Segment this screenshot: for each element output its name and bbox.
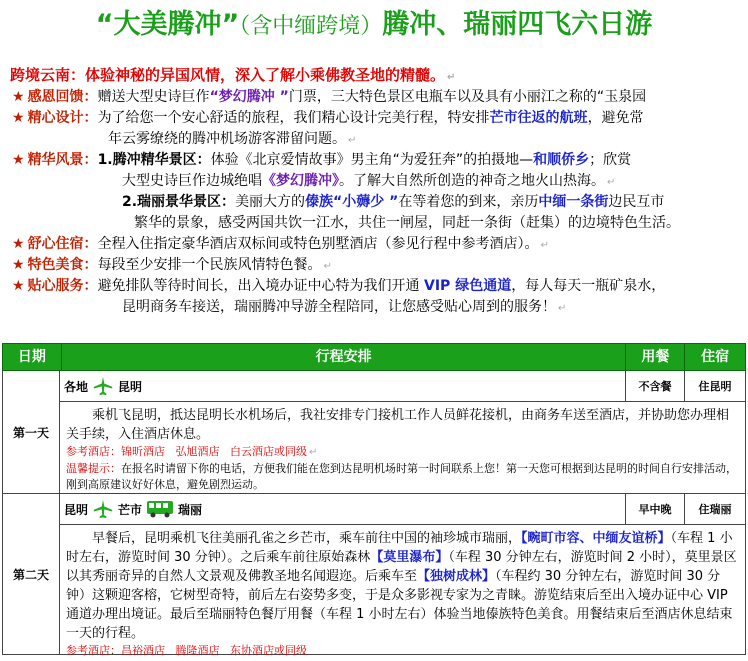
- scenery-heading: 2.瑞丽景华景区：: [122, 194, 236, 210]
- warm-tip: [66, 461, 739, 493]
- attraction: 【独树成林】: [417, 569, 496, 584]
- feature-label: 精华风景：: [27, 152, 98, 168]
- header-schedule: 行程安排: [62, 344, 627, 370]
- star-icon: ★: [12, 89, 25, 105]
- hotel-cell: 住瑞丽: [698, 503, 732, 516]
- bus-icon: [146, 500, 174, 518]
- scenery-heading: 1.腾冲精华景区：: [97, 152, 211, 168]
- feature-gift: [12, 87, 748, 108]
- star-icon: ★: [12, 236, 25, 252]
- route-from: 昆明: [64, 502, 89, 517]
- feature-text: 在等着您的到来，亲历: [398, 194, 539, 210]
- desc-part: 早餐后，昆明乘机飞往美丽孔雀之乡芒市，乘车前往中国的袖珍城市瑞丽，: [92, 531, 522, 546]
- feature-text: 赠送大型史诗巨作: [97, 89, 210, 105]
- day-row-2: [2, 494, 746, 655]
- star-icon: ★: [12, 257, 25, 273]
- subtitle-text: 跨境云南：体验神秘的异国风情，深入了解小乘佛教圣地的精髓。: [10, 66, 446, 84]
- ref-label: 参考酒店：: [66, 445, 121, 458]
- day-body: [60, 494, 745, 657]
- feature-text: 昆明商务车接送，瑞丽腾冲导游全程陪同，让您感受贴心周到的服务！: [122, 299, 556, 315]
- hotel-cell: 住昆明: [698, 380, 732, 393]
- feature-highlight: VIP 绿色通道: [424, 278, 512, 294]
- meal-cell: 早中晚: [626, 494, 685, 524]
- route-bar: [60, 371, 745, 402]
- ref-hotel: 腾隆酒店: [175, 644, 220, 657]
- feature-highlight: 芒市往返的航班: [489, 110, 588, 126]
- ref-hotel: 弘旭酒店: [175, 445, 220, 458]
- airplane-icon: [92, 376, 114, 396]
- star-icon: ★: [12, 278, 25, 294]
- day-row-1: [2, 371, 746, 494]
- route-bar: [60, 494, 745, 525]
- ref-label: 参考酒店：: [66, 644, 121, 657]
- feature-scenery-l3: [122, 192, 748, 213]
- route-to: 昆明: [118, 379, 143, 394]
- feature-text: 避免排队等待时间长，出入境办证中心特为我们开通: [97, 278, 425, 294]
- feature-text: 年云雾缭绕的腾冲机场游客滞留问题。: [108, 131, 346, 147]
- page-title: [0, 2, 748, 41]
- title-rest: 腾冲、瑞丽四飞六日游: [382, 9, 653, 40]
- header-meal: 用餐: [626, 344, 685, 370]
- feature-text: 体验《北京爱情故事》男主角“为爱狂奔”的拍摄地—: [210, 152, 534, 168]
- reference-hotels: 参考酒店：锦昕酒店 弘旭酒店 白云酒店或同级 ↵: [66, 445, 318, 458]
- feature-highlight: 和顺侨乡: [533, 152, 590, 168]
- feature-text: 大型史诗巨作边城绝唱: [122, 173, 262, 189]
- attraction: 【畹町市容、中缅友谊桥】: [521, 531, 671, 546]
- feature-text: 美丽大方的: [235, 194, 306, 210]
- feature-food: ★ 特色美食：每段至少安排一个民族风情特色餐。 ↵: [12, 257, 332, 273]
- route-to: 瑞丽: [178, 502, 203, 517]
- ref-hotel: 锦昕酒店: [121, 445, 165, 458]
- desc-part: （车程 30 分钟左右，游览时间 2 小时），莫里景区以其秀丽奇异的自然人文景观及佛教圣地名闻遐迩。后乘车至: [66, 550, 737, 584]
- feature-label: 舒心住宿：: [27, 236, 98, 252]
- star-icon: ★: [12, 152, 25, 168]
- itinerary-table: [2, 343, 746, 655]
- title-paren: （含中缅跨境）: [239, 14, 383, 39]
- feature-highlight: 傣族“小薅少 ”: [305, 194, 399, 210]
- airplane-icon: [92, 499, 114, 519]
- feature-text: ；欣赏: [589, 152, 632, 168]
- desc-part: （车程约 30 分钟左右，游览时间 30 分钟）这颗迎客榕，它树型奇特，前后左右姿势多变，于是众多影视专家为之青睐。游览结束后至出入境办证中心 VIP 通道办理出境证。最后至瑞丽特色餐厅用餐（车程 1 小时左右）体验当地傣族特色美食。用餐结束后至酒店休息结束一天的行程。: [66, 569, 733, 641]
- desc-text: [66, 529, 739, 643]
- reference-hotels: [66, 643, 739, 659]
- header-hotel: 住宿: [701, 349, 730, 365]
- ref-hotel: 白云酒店或同级: [230, 445, 307, 458]
- attraction: 【莫里瀑布】: [370, 550, 449, 565]
- meal-cell: 不含餐: [626, 371, 685, 401]
- day-body: [60, 371, 745, 493]
- feature-text: 门票，三大特色景区电瓶车以及具有小丽江之称的“玉泉园: [288, 89, 647, 105]
- feature-scenery-l4: [134, 213, 748, 234]
- subtitle: 跨境云南：体验神秘的异国风情，深入了解小乘佛教圣地的精髓。 ↵: [10, 66, 456, 84]
- route: [60, 494, 626, 524]
- feature-text: 。了解大自然所创造的神奇之地火山热海。: [339, 173, 605, 189]
- feature-scenery: [12, 150, 748, 171]
- feature-design-cont: 年云雾缭绕的腾冲机场游客滞留问题。 ↵: [108, 131, 357, 147]
- route-from: 各地: [64, 379, 89, 394]
- feature-text: 全程入住指定豪华酒店双标间或特色别墅酒店（参见行程中参考酒店）。: [97, 236, 539, 252]
- desc-text: 乘机飞昆明，抵达昆明长水机场后，我社安排专门接机工作人员鲜花接机，由商务车送至酒店，并协助您办理相关手续，入住酒店休息。: [66, 408, 730, 442]
- feature-label: 感恩回馈：: [27, 89, 98, 105]
- table-header: [2, 343, 746, 371]
- ref-hotel: 东协酒店或同级: [230, 644, 307, 657]
- feature-service-cont: 昆明商务车接送，瑞丽腾冲导游全程陪同，让您感受贴心周到的服务！ ↵: [122, 299, 567, 315]
- day-label: 第一天: [3, 371, 60, 493]
- feature-label: 贴心服务：: [27, 278, 98, 294]
- feature-text: 每段至少安排一个民族风情特色餐。: [97, 257, 322, 273]
- feature-scenery-l2: 大型史诗巨作边城绝唱《梦幻腾冲》。了解大自然所创造的神奇之地火山热海。 ↵: [122, 173, 616, 189]
- day-description: [60, 525, 745, 661]
- day-description: [60, 402, 745, 495]
- route-mid: 芒市: [118, 502, 143, 517]
- feature-text: 为了给您一个安心舒适的旅程，我们精心设计完美行程，特安排: [97, 110, 490, 126]
- route: [60, 371, 626, 401]
- feature-text: 繁华的景象，感受两国共饮一江水，共住一闸屋，同赶一条街（赶集）的边境特色生活。: [134, 215, 680, 231]
- desc-part: （车程 1 小时左右，游览时间 30 分钟）。之后乘车前往原始森林: [66, 531, 733, 565]
- tip-text: 在报名时请留下你的电话，方便我们能在您到达昆明机场时第一时间联系上您！第一天您可根据到达昆明的时间自行安排活动，刚到高原建议好好休息，避免剧烈运动。: [66, 462, 737, 491]
- feature-design: [12, 108, 748, 129]
- feature-service: [12, 276, 748, 297]
- feature-text: 边民互市: [608, 194, 665, 210]
- ref-hotel: 昌裕酒店: [121, 644, 165, 657]
- feature-highlight: 《梦幻腾冲》: [262, 173, 339, 189]
- feature-text: ，避免常: [587, 110, 644, 126]
- title-main: “大美腾冲”: [95, 9, 240, 40]
- header-date: 日期: [3, 344, 62, 370]
- feature-label: 精心设计：: [27, 110, 98, 126]
- feature-label: 特色美食：: [27, 257, 98, 273]
- feature-highlight: “梦幻腾冲 ”: [209, 89, 289, 105]
- feature-stay: ★ 舒心住宿：全程入住指定豪华酒店双标间或特色别墅酒店（参见行程中参考酒店）。 ↵: [12, 236, 549, 252]
- day-label: 第二天: [3, 494, 60, 654]
- feature-text: ，每人每天一瓶矿泉水，: [511, 278, 666, 294]
- tip-label: 温馨提示：: [66, 462, 121, 475]
- star-icon: ★: [12, 110, 25, 126]
- feature-highlight: 中缅一条街: [538, 194, 609, 210]
